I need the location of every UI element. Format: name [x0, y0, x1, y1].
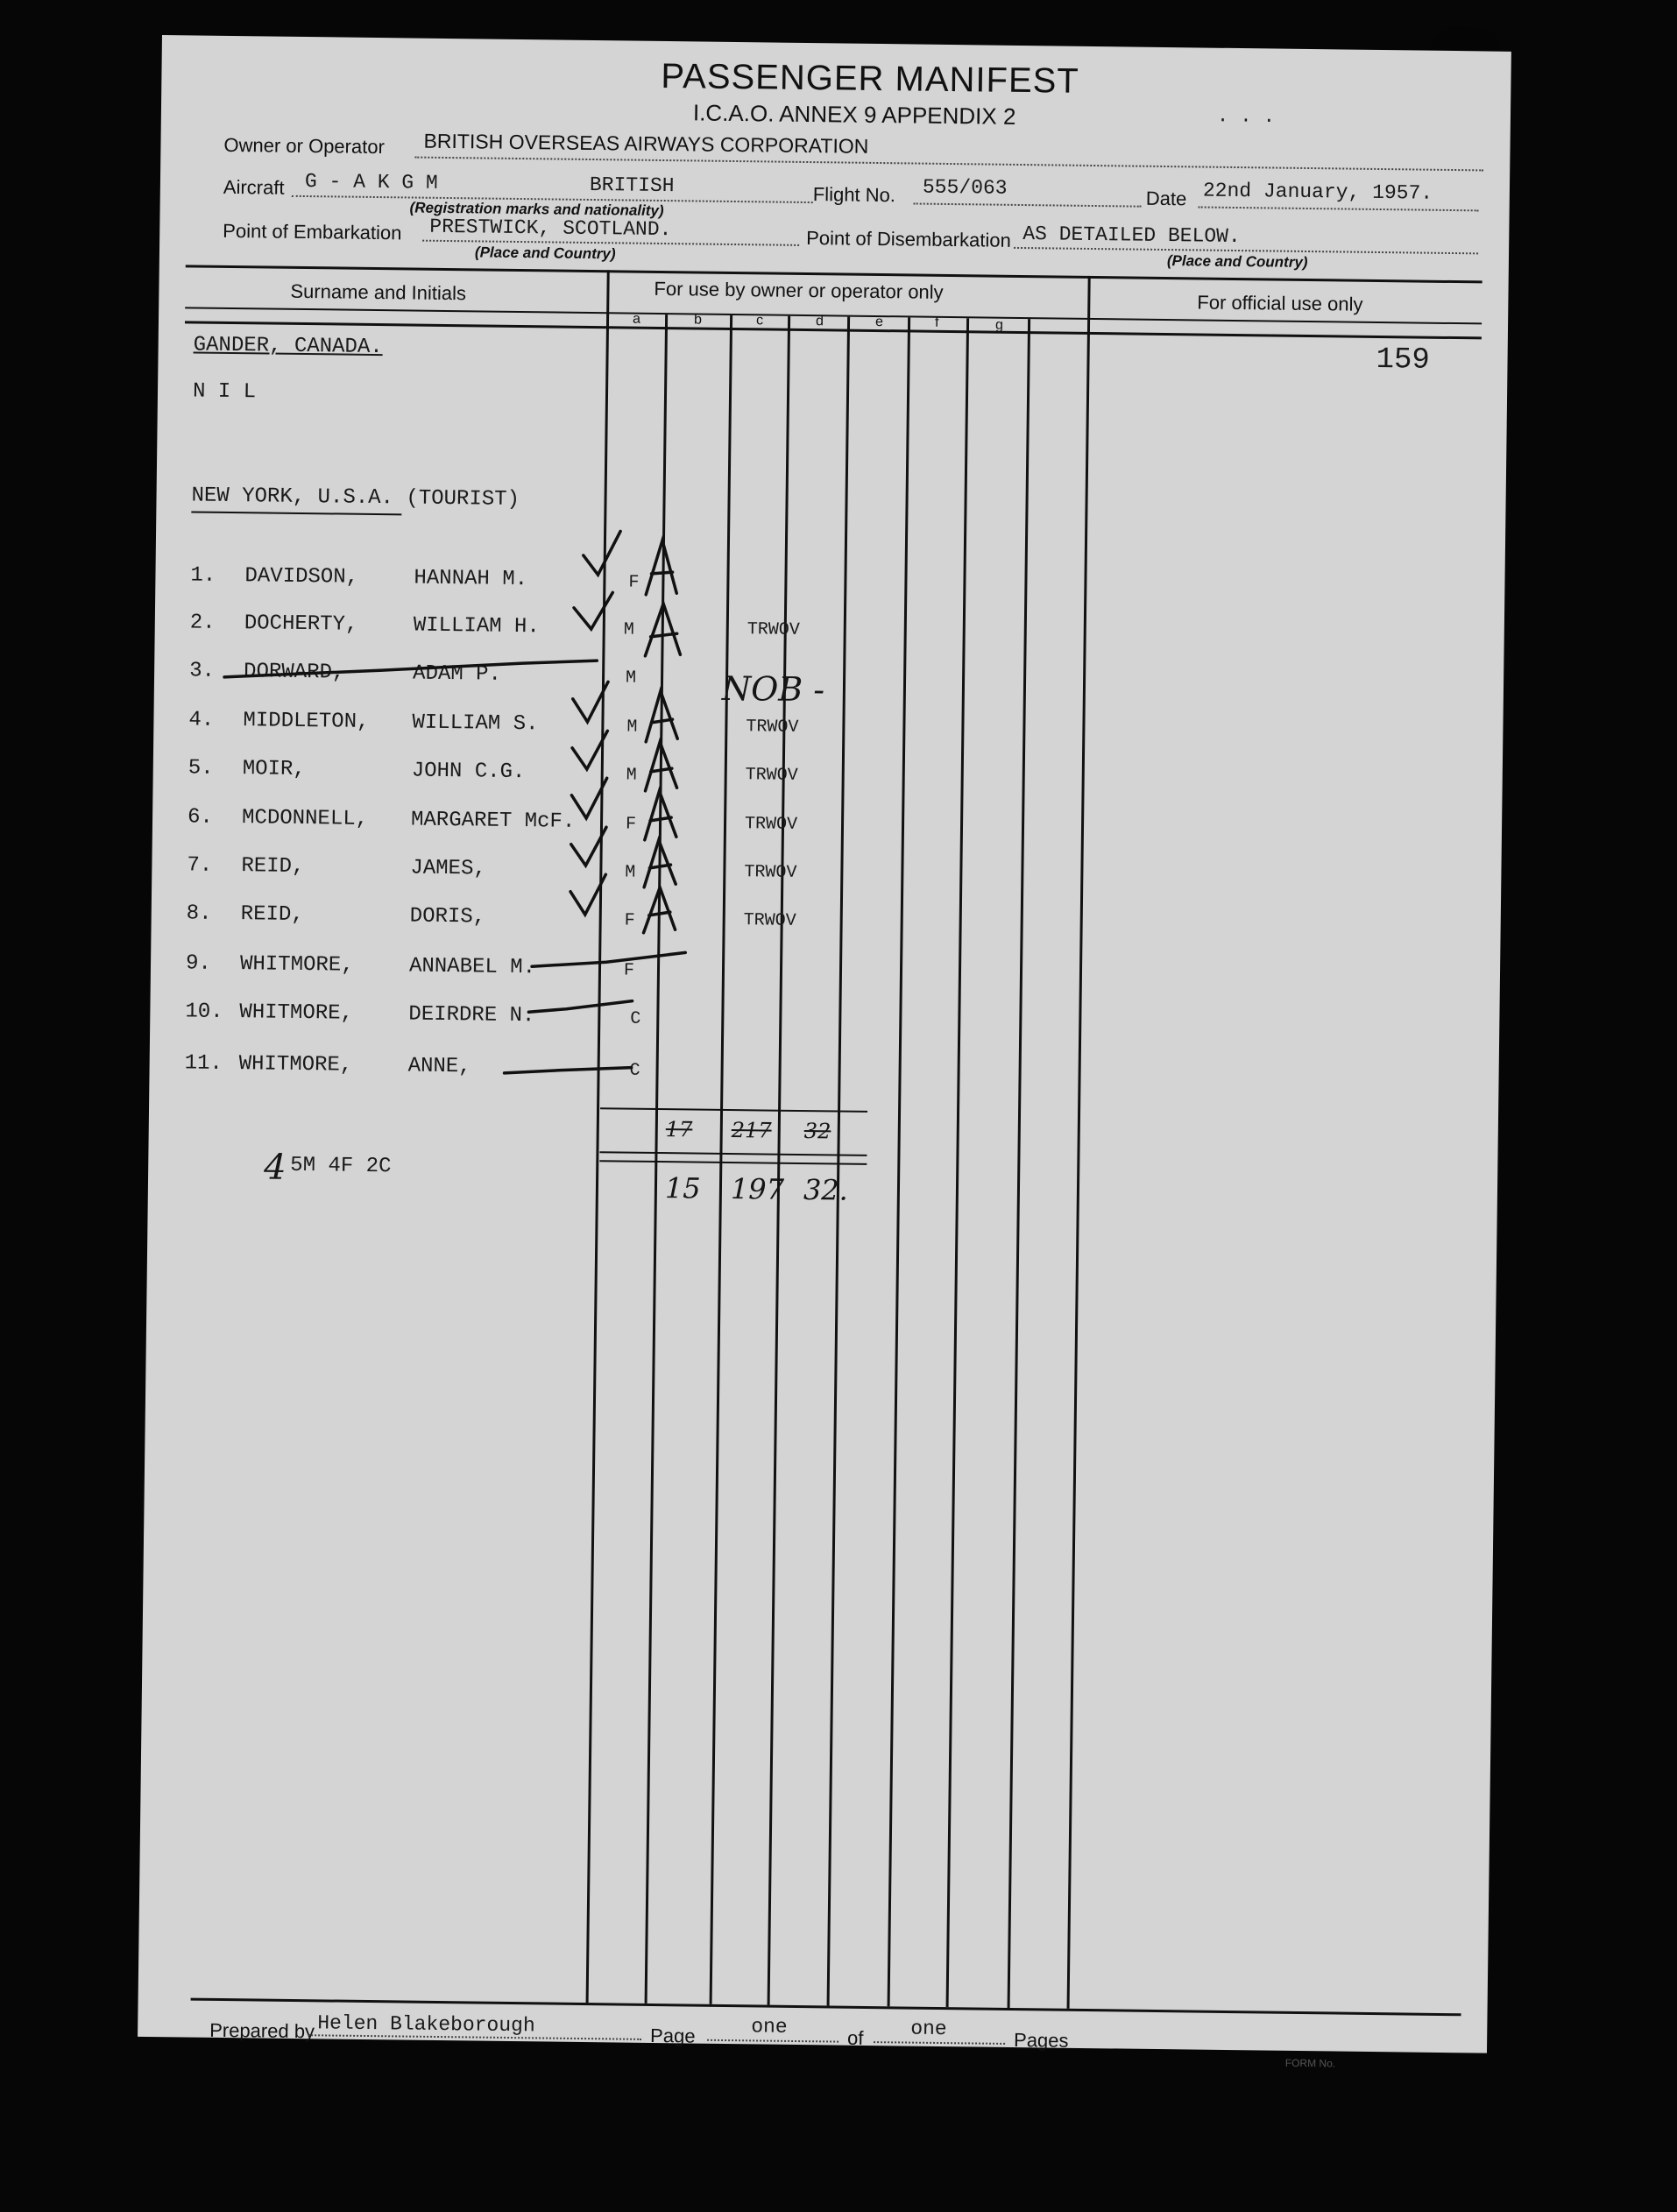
strike-deirdre	[528, 1000, 632, 1013]
col-line-b	[710, 315, 733, 2004]
passenger-given-names: DORIS,	[409, 904, 486, 929]
col-line-g	[1008, 319, 1031, 2008]
passenger-sex: F	[625, 814, 637, 835]
disembarkation-label: Point of Disembarkation	[806, 227, 1011, 251]
aircraft-registration: G - A K G M	[304, 170, 438, 194]
passenger-given-names: ANNE,	[407, 1054, 471, 1079]
passenger-number: 5.	[188, 756, 214, 781]
passenger-surname: DORWARD,	[243, 660, 345, 685]
total-final-c: 197	[730, 1172, 785, 1206]
of-dotline	[874, 2041, 1005, 2045]
check-mark	[584, 531, 621, 576]
passenger-number: 7.	[187, 853, 213, 878]
col-letter-d: d	[815, 314, 824, 329]
of-label: of	[846, 2026, 864, 2049]
passenger-sex: F	[628, 572, 640, 593]
passenger-surname: MCDONNELL,	[241, 806, 369, 831]
passenger-code: TRWOV	[743, 910, 796, 931]
page-value: one	[751, 2015, 788, 2039]
form-number: FORM No.	[1284, 2056, 1336, 2070]
col-letter-c: c	[755, 313, 764, 329]
section-gander: GANDER, CANADA.	[193, 333, 383, 360]
page-dotline	[707, 2039, 838, 2043]
header-surname: Surname and Initials	[290, 279, 467, 305]
document-title: PASSENGER MANIFEST	[661, 56, 1080, 101]
totals-top-rule	[600, 1107, 867, 1113]
col-line-d	[827, 317, 851, 2006]
embarkation-value: PRESTWICK, SCOTLAND.	[429, 215, 672, 242]
disembarkation-value: AS DETAILED BELOW.	[1022, 223, 1241, 249]
flight-dotline	[914, 202, 1142, 207]
of-value: one	[910, 2017, 947, 2041]
newyork-underline	[191, 511, 401, 515]
embarkation-note: (Place and Country)	[474, 244, 616, 263]
handwritten-nob: NOB -	[721, 668, 825, 710]
passenger-surname: REID,	[240, 902, 304, 928]
passenger-number: 9.	[185, 951, 212, 976]
passenger-surname: DAVIDSON,	[244, 564, 359, 590]
totals-double-rule	[599, 1160, 867, 1165]
check-mark	[574, 592, 613, 630]
owner-dotline	[414, 157, 1483, 172]
passenger-sex: C	[629, 1060, 640, 1081]
passenger-surname: WHITMORE,	[238, 1052, 353, 1078]
strike-anne	[505, 1066, 632, 1075]
passenger-sex: F	[623, 960, 635, 981]
col-letter-a: a	[632, 311, 641, 327]
col-letter-f: f	[934, 314, 939, 330]
col-letter-e: e	[874, 314, 884, 330]
owner-value: BRITISH OVERSEAS AIRWAYS CORPORATION	[423, 129, 869, 158]
date-value: 22nd January, 1957.	[1202, 179, 1433, 205]
passenger-surname: MOIR,	[242, 757, 306, 782]
col-line-official	[1067, 276, 1091, 2009]
passenger-given-names: WILLIAM H.	[413, 613, 540, 640]
official-number: 159	[1376, 343, 1431, 378]
total-final-b: 15	[664, 1171, 701, 1205]
section-newyork: NEW YORK, U.S.A. (TOURIST)	[191, 484, 520, 512]
total-struck-b: 17	[665, 1117, 693, 1142]
passenger-surname: MIDDLETON,	[243, 709, 370, 734]
passenger-number: 6.	[187, 805, 214, 830]
passenger-given-names: WILLIAM S.	[412, 710, 539, 737]
col-line-name	[586, 270, 610, 2003]
passenger-code: TRWOV	[746, 717, 799, 738]
owner-label: Owner or Operator	[223, 133, 386, 159]
passenger-given-names: JOHN C.G.	[411, 759, 526, 785]
passenger-code: TRWOV	[744, 862, 797, 883]
prepared-value: Helen Blakeborough	[317, 2011, 535, 2038]
col-letter-b: b	[693, 312, 703, 328]
passenger-sex: C	[630, 1008, 641, 1029]
passenger-sex: M	[623, 619, 634, 640]
col-line-e	[888, 317, 911, 2006]
passenger-number: 10.	[185, 1000, 223, 1024]
col-line-c	[768, 316, 791, 2005]
page-label: Page	[649, 2024, 696, 2047]
passenger-surname: WHITMORE,	[239, 952, 354, 978]
passenger-number: 4.	[188, 708, 215, 732]
passenger-sex: M	[625, 668, 637, 689]
aircraft-nationality: BRITISH	[589, 173, 675, 198]
passenger-number: 1.	[190, 563, 216, 588]
aircraft-note: (Registration marks and nationality)	[409, 199, 664, 220]
passenger-surname: DOCHERTY,	[244, 611, 358, 637]
passenger-code: TRWOV	[745, 765, 798, 786]
corner-dots: · · ·	[1216, 109, 1276, 132]
manifest-document	[138, 35, 1511, 2070]
col-line-a	[645, 314, 669, 2004]
flight-value: 555/063	[922, 175, 1008, 200]
passenger-number: 3.	[188, 659, 216, 683]
total-final-d: 32.	[803, 1173, 849, 1207]
passenger-number: 11.	[184, 1051, 223, 1076]
embarkation-label: Point of Embarkation	[223, 219, 402, 244]
strike-annabel	[532, 951, 685, 968]
total-struck-d: 32	[803, 1119, 831, 1144]
passenger-sex: M	[626, 717, 638, 738]
passenger-code: TRWOV	[744, 814, 798, 835]
passenger-given-names: JAMES,	[410, 856, 486, 881]
passenger-given-names: ADAM P.	[412, 661, 502, 687]
aircraft-label: Aircraft	[223, 175, 285, 199]
totals-double-rule	[599, 1151, 867, 1156]
document-subtitle: I.C.A.O. ANNEX 9 APPENDIX 2	[692, 99, 1016, 130]
passenger-sex: F	[624, 910, 635, 931]
passenger-surname: WHITMORE,	[239, 1000, 354, 1026]
date-label: Date	[1145, 187, 1187, 210]
flight-label: Flight No.	[812, 183, 896, 207]
passenger-number: 8.	[186, 901, 212, 926]
prepared-label: Prepared by	[209, 2018, 315, 2043]
total-struck-c: 217	[731, 1118, 772, 1143]
header-official-use: For official use only	[1197, 291, 1363, 315]
passenger-number: 2.	[189, 611, 216, 635]
passenger-sex: M	[626, 765, 637, 786]
passenger-given-names: ANNABEL M.	[408, 954, 536, 980]
disembarkation-note: (Place and Country)	[1166, 252, 1308, 271]
tally-handwritten-prefix: 4	[263, 1147, 287, 1188]
pages-label: Pages	[1013, 2029, 1069, 2052]
header-owner-use: For use by owner or operator only	[654, 277, 944, 303]
section-nil: N I L	[192, 379, 257, 405]
passenger-sex: M	[625, 862, 636, 883]
passenger-surname: REID,	[241, 854, 305, 880]
passenger-given-names: HANNAH M.	[414, 566, 528, 592]
tally-summary: 5M 4F 2C	[290, 1153, 392, 1179]
date-dotline	[1199, 206, 1479, 211]
passenger-given-names: MARGARET McF.	[410, 808, 576, 834]
passenger-given-names: DEIRDRE N.	[408, 1002, 535, 1028]
col-line-f	[946, 318, 970, 2007]
col-letter-g: g	[994, 317, 1004, 333]
passenger-code: TRWOV	[747, 619, 800, 640]
